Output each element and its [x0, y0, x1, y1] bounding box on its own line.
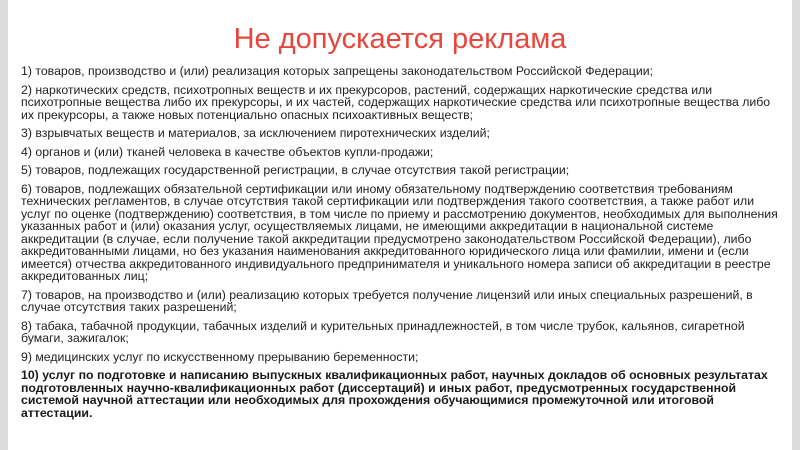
list-item-7: 7) товаров, на производство и (или) реализацию которых требуется получение лицензий или иных специальных разрешений, в случае отсутствия таких разрешений;	[21, 287, 753, 314]
slide-title: Не допускается реклама	[233, 23, 567, 55]
list-item-9: 9) медицинских услуг по искусственному прерыванию беременности;	[21, 349, 419, 364]
list-item-10: 10) услуг по подготовке и написанию выпускных квалификационных работ, научных докладов об основных результатах подготовленных научно-квалификационных работ (диссертаций) и иных работ, предусмотренных государственной системой научной аттестации или необходимых для прохождения обучающимися промежуточной или итоговой аттестации.	[21, 368, 768, 420]
slide	[8, 0, 792, 450]
right-margin-bar	[792, 0, 800, 450]
slide-content	[21, 65, 781, 425]
list-item-2: 2) наркотических средств, психотропных веществ и их прекурсоров, растений, содержащих наркотические средства или психотропные вещества либо их прекурсоры, и их частей, содержащих наркотические средства или психотропные вещества либо их прекурсоры, а также новых потенциально опасных психоактивных веществ;	[21, 82, 771, 122]
list-item-3: 3) взрывчатых веществ и материалов, за исключением пиротехнических изделий;	[21, 126, 490, 140]
list-item-8: 8) табака, табачной продукции, табачных изделий и курительных принадлежностей, в том числе трубок, кальянов, сигаретной бумаги, зажигалок;	[21, 318, 745, 345]
list-item-6: 6) товаров, подлежащих обязательной сертификации или иному обязательному подтверждению соответствия требованиям технических регламентов, в случае отсутствия такой сертификации или подтверждения такого соответствия, а также работ или услуг по оценке (подтверждению) соответствия, в том числе по приему и рассмотрению документов, необходимых для выполнения указанных работ и (или) оказания услуг, осуществляемых лицами, не имеющими аккредитации в национальной системе аккредитации (в случае, если получение такой аккредитации предусмотрено законодательством Российской Федерации), либо аккредитованными лицами, но без указания наименования аккредитованного юридического лица или фамилии, имени и (если имеется) отчества аккредитованного индивидуального предпринимателя и уникального номера записи об аккредитации в реестре аккредитованных лиц;	[21, 181, 778, 283]
list-item-5: 5) товаров, подлежащих государственной регистрации, в случае отсутствия такой регистрации;	[21, 163, 570, 177]
list-item-4: 4) органов и (или) тканей человека в качестве объектов купли-продажи;	[21, 144, 434, 159]
left-margin-bar	[0, 0, 8, 450]
list-item-1: 1) товаров, производство и (или) реализация которых запрещены законодательством Российской Федерации;	[21, 64, 654, 78]
